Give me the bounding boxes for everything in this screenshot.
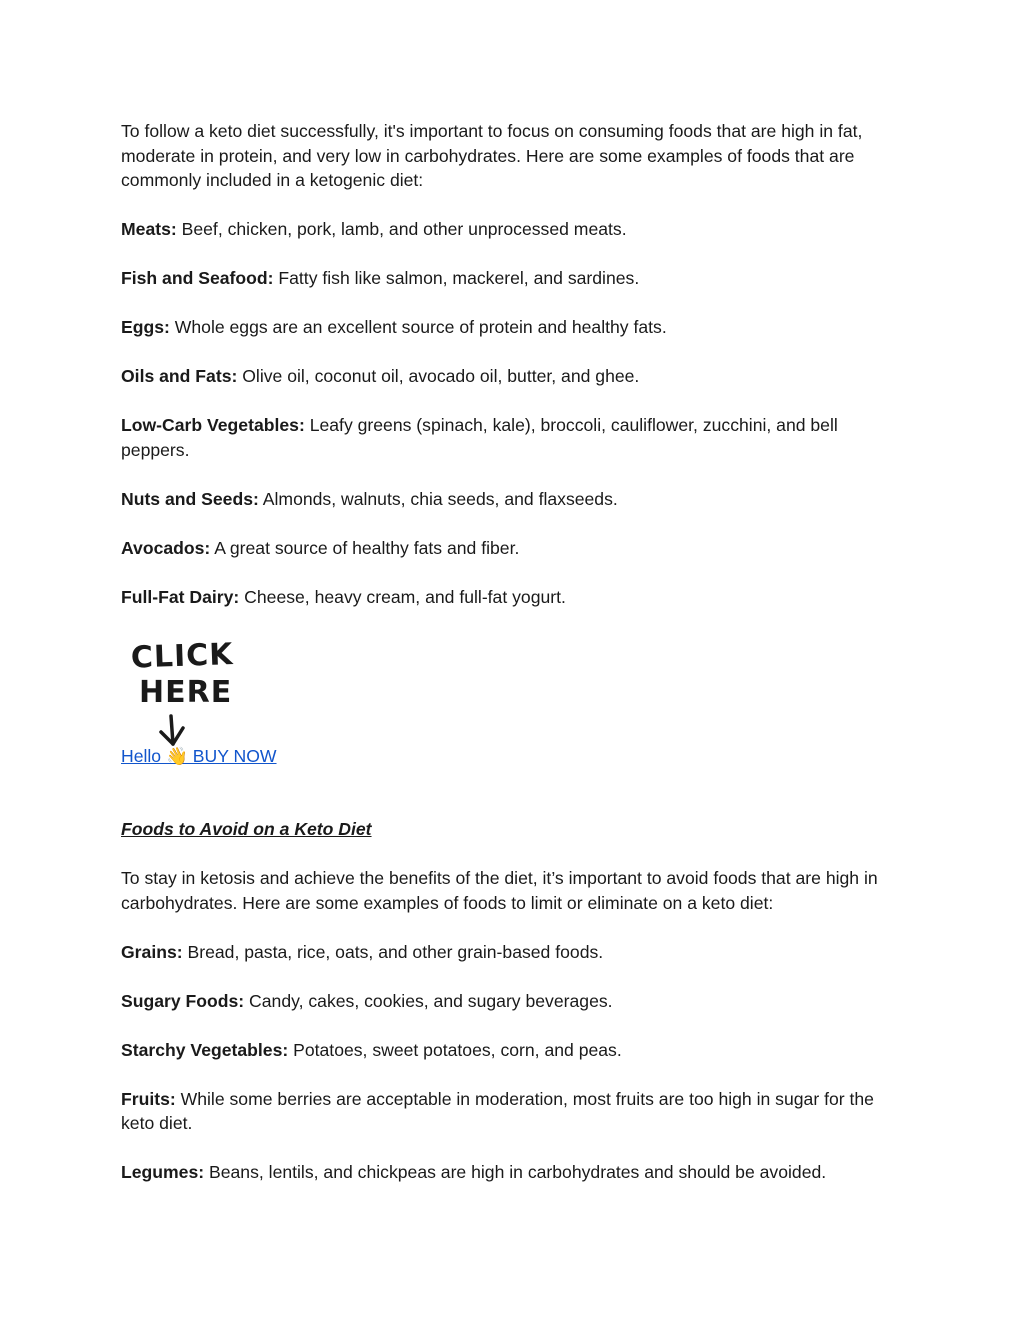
include-item-label: Oils and Fats:	[121, 366, 238, 386]
avoid-intro-paragraph: To stay in ketosis and achieve the benefits of the diet, it’s important to avoid foods that are high in carbohydrates. Here are some examples of foods to limit or eliminate on a keto diet:	[121, 868, 878, 913]
avoid-item-label: Fruits:	[121, 1088, 176, 1109]
include-item-label: Low-Carb Vegetables:	[121, 415, 305, 435]
include-item-meats	[121, 217, 911, 242]
avoid-item-label: Sugary Foods:	[121, 990, 245, 1011]
avoid-item-label: Legumes:	[121, 1162, 205, 1182]
include-item-label: Full-Fat Dairy:	[121, 586, 240, 607]
avoid-section-heading: Foods to Avoid on a Keto Diet	[121, 819, 372, 839]
include-item-label: Eggs:	[121, 317, 170, 337]
include-item-label: Avocados:	[121, 537, 211, 558]
include-item-text: Almonds, walnuts, chia seeds, and flaxseeds.	[258, 488, 618, 509]
include-item-text: Fatty fish like salmon, mackerel, and sardines.	[273, 268, 640, 288]
include-item-fish	[121, 266, 911, 291]
include-item-text: Leafy greens (spinach, kale), broccoli, cauliflower, zucchini, and bell peppers.	[121, 415, 838, 460]
include-item-text: Beef, chicken, pork, lamb, and other unprocessed meats.	[176, 219, 627, 239]
intro-paragraph: To follow a keto diet successfully, it's important to focus on consuming foods that are high in fat, moderate in protein, and very low in carbohydrates. Here are some examples of foods that are commonly included in a ketogenic diet:	[121, 121, 863, 190]
include-item-dairy	[121, 585, 911, 610]
avoid-item-text: Bread, pasta, rice, oats, and other grain-based foods.	[182, 941, 604, 962]
avoid-item-label: Starchy Vegetables:	[121, 1039, 289, 1060]
include-item-eggs	[121, 315, 911, 340]
click-graphic-line2: HERE	[139, 674, 233, 710]
include-item-oils	[121, 364, 911, 389]
avoid-item-label: Grains:	[121, 941, 183, 962]
include-item-text: Olive oil, coconut oil, avocado oil, butter, and ghee.	[237, 366, 640, 386]
include-item-text: A great source of healthy fats and fiber.	[210, 537, 520, 558]
avoid-item-legumes	[121, 1160, 911, 1185]
avoid-item-starchy	[121, 1038, 911, 1063]
avoid-item-sugary	[121, 989, 911, 1014]
avoid-item-text: Beans, lentils, and chickpeas are high in carbohydrates and should be avoided.	[204, 1162, 827, 1182]
cta-container	[121, 744, 911, 769]
avoid-item-text: While some berries are acceptable in moderation, most fruits are too high in sugar for the keto diet.	[121, 1088, 874, 1133]
include-item-text: Whole eggs are an excellent source of protein and healthy fats.	[169, 317, 667, 337]
include-item-avocados	[121, 536, 911, 561]
avoid-item-text: Potatoes, sweet potatoes, corn, and peas.	[288, 1039, 622, 1060]
document-page	[121, 119, 911, 1209]
include-item-text: Cheese, heavy cream, and full-fat yogurt.	[239, 586, 566, 607]
buy-now-link[interactable]: Hello 👋 BUY NOW	[121, 745, 277, 766]
include-item-nuts	[121, 487, 911, 512]
include-item-label: Meats:	[121, 219, 177, 239]
include-item-label: Fish and Seafood:	[121, 268, 274, 288]
avoid-item-fruits	[121, 1087, 911, 1136]
avoid-item-text: Candy, cakes, cookies, and sugary beverages.	[244, 990, 613, 1011]
arrow-down-icon	[161, 716, 183, 744]
include-item-label: Nuts and Seeds:	[121, 488, 259, 509]
include-item-vegetables	[121, 413, 911, 462]
click-here-graphic[interactable]	[127, 634, 237, 750]
avoid-item-grains	[121, 940, 911, 965]
click-graphic-line1: CLICK	[130, 636, 235, 676]
